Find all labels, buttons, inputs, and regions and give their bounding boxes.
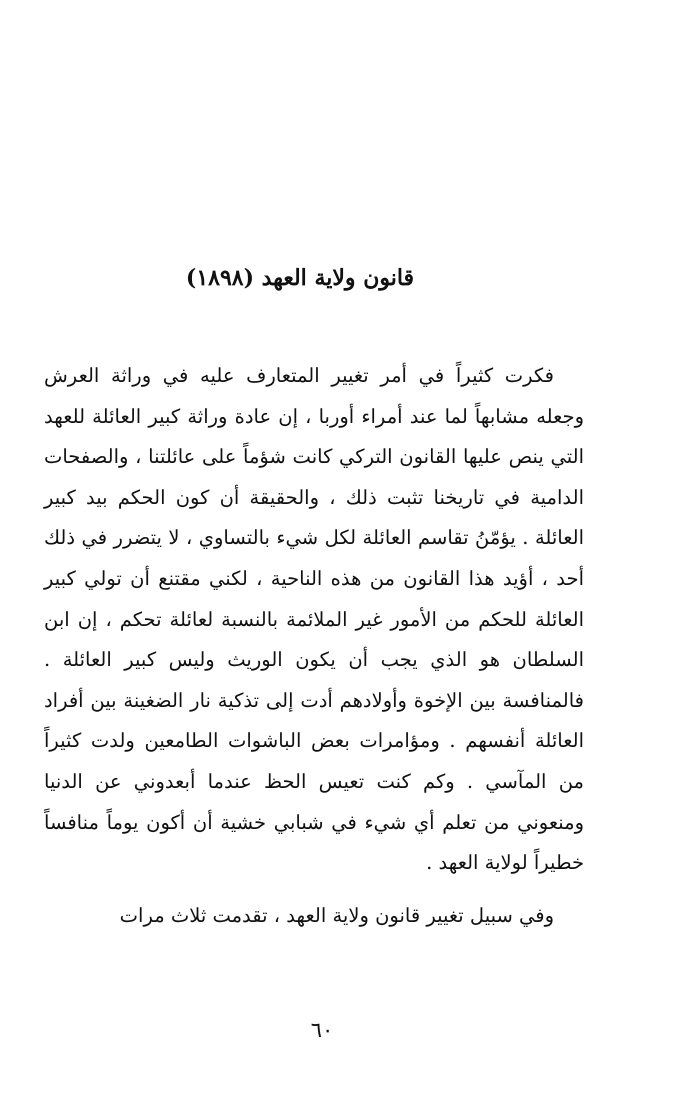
paragraph-1: فكرت كثيراً في أمر تغيير المتعارف عليه في وراثة العرش وجعله مشابهاً لما عند أمراء أوربا ، إن عادة وراثة كبير العائلة للعهد التي ينص عليها القانون التركي كانت شؤماً على عائلتنا ، والصفحات الدامية في تاريخنا تثبت ذلك ، والحقيقة أن كون الحكم بيد كبير العائلة . يؤمّنُ تقاسم العائلة لكل شيء بالتساوي ، لا يتضرر في ذلك أحد ، أؤيد هذا القانون من هذه الناحية ، لكني مقتنع أن تولي كبير العائلة للحكم من الأمور غير الملائمة بالنسبة لعائلة تحكم ، إن ابن السلطان هو الذي يجب أن يكون الوريث وليس كبير العائلة . فالمنافسة بين الإخوة وأولادهم أدت إلى تذكية نار الضغينة بين أفراد العائلة أنفسهم . ومؤامرات بعض الباشوات الطامعين ولدت كثيراً من المآسي . وكم كنت تعيس الحظ عندما أبعدوني عن الدنيا ومنعوني من تعلم أي شيء في شبابي خشية أن أكون يوماً منافساً خطيراً لولاية العهد .	[44, 364, 584, 875]
body-text	[44, 356, 584, 936]
page-number: ٦٠	[310, 1018, 334, 1042]
paragraph-2: وفي سبيل تغيير قانون ولاية العهد ، تقدمت ثلاث مرات	[119, 903, 554, 927]
chapter-title: قانون ولاية العهد (١٨٩٨)	[185, 265, 415, 291]
